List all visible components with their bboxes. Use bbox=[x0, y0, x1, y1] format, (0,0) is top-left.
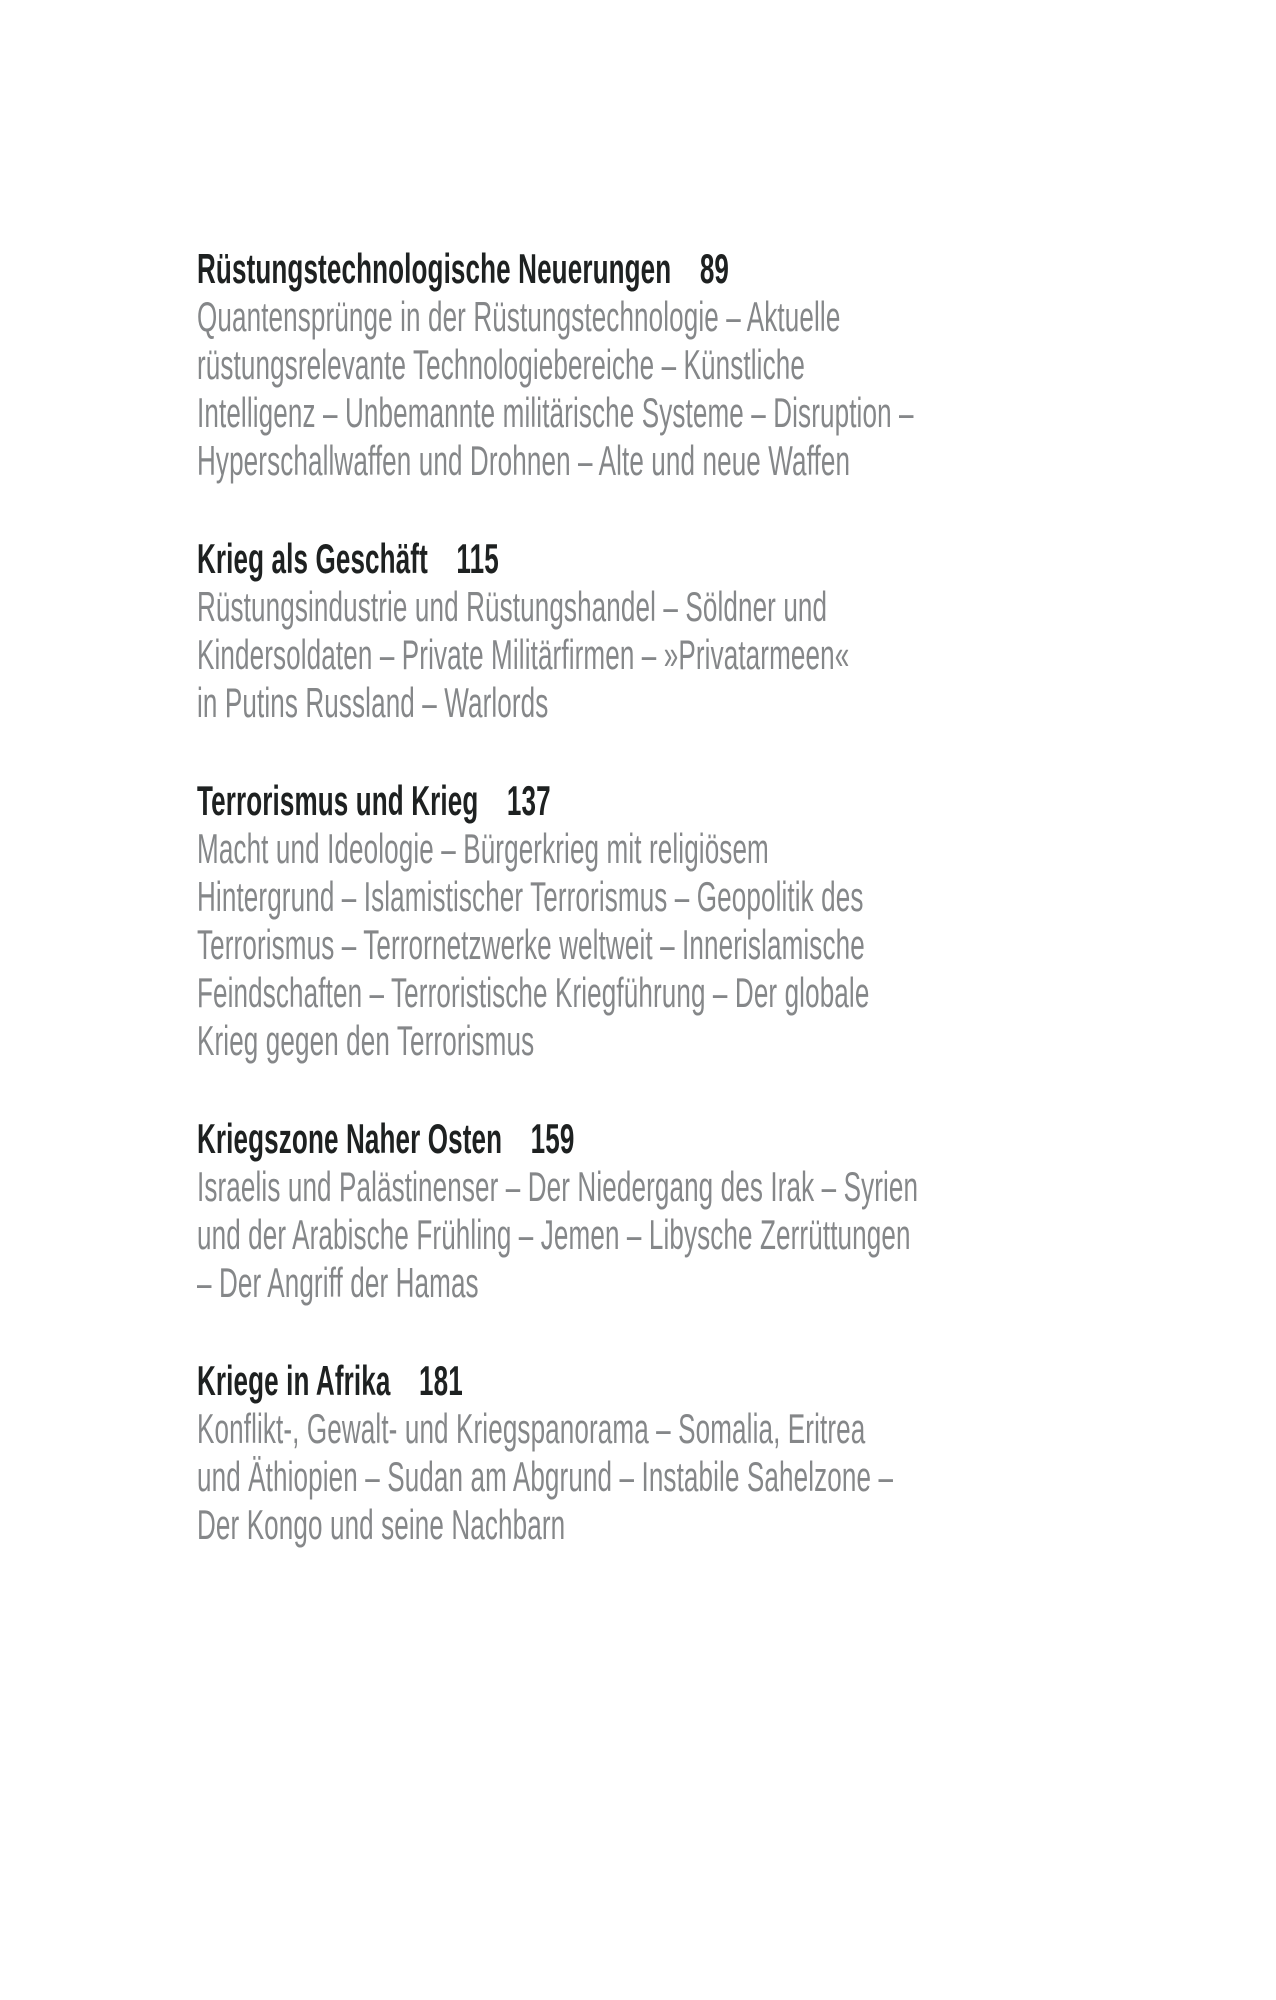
subtopic-line bbox=[197, 1453, 1097, 1501]
subtopic-line bbox=[197, 389, 1097, 437]
toc-entry-heading bbox=[197, 535, 1097, 583]
subtopic-line bbox=[197, 825, 1097, 873]
toc-entry bbox=[197, 1115, 1097, 1307]
toc-entry-heading bbox=[197, 1115, 1097, 1163]
toc-entry-heading bbox=[197, 777, 1097, 825]
subtopic-line bbox=[197, 583, 1097, 631]
chapter-subtopics bbox=[197, 825, 1097, 1065]
subtopic-line-text: Israelis und Palästinenser – Der Niedergang des Irak – Syrien bbox=[197, 1163, 919, 1210]
chapter-page-number: 115 bbox=[456, 535, 499, 582]
subtopic-line-text: Terrorismus – Terrornetzwerke weltweit – Innerislamische bbox=[197, 921, 865, 968]
toc-entry-heading bbox=[197, 1357, 1097, 1405]
subtopic-line-text: Krieg gegen den Terrorismus bbox=[197, 1017, 535, 1064]
toc-entry bbox=[197, 535, 1097, 727]
subtopic-line-text: und Äthiopien – Sudan am Abgrund – Instabile Sahelzone – bbox=[197, 1453, 894, 1500]
subtopic-line-text: Feindschaften – Terroristische Kriegführung – Der globale bbox=[197, 969, 870, 1016]
chapter-title: Kriege in Afrika bbox=[197, 1357, 391, 1404]
subtopic-line bbox=[197, 1163, 1097, 1211]
subtopic-line bbox=[197, 293, 1097, 341]
chapter-subtopics bbox=[197, 293, 1097, 485]
subtopic-line bbox=[197, 1405, 1097, 1453]
toc-entry bbox=[197, 1357, 1097, 1549]
toc-entry bbox=[197, 245, 1097, 485]
subtopic-line-text: – Der Angriff der Hamas bbox=[197, 1259, 479, 1306]
chapter-title: Terrorismus und Krieg bbox=[197, 777, 479, 824]
chapter-title: Rüstungstechnologische Neuerungen bbox=[197, 245, 672, 292]
subtopic-line bbox=[197, 1259, 1097, 1307]
table-of-contents bbox=[197, 245, 1097, 1549]
chapter-subtopics bbox=[197, 1163, 1097, 1307]
subtopic-line-text: in Putins Russland – Warlords bbox=[197, 679, 549, 726]
subtopic-line bbox=[197, 437, 1097, 485]
subtopic-line-text: und der Arabische Frühling – Jemen – Libysche Zerrüttungen bbox=[197, 1211, 911, 1258]
chapter-page-number: 137 bbox=[506, 777, 551, 824]
subtopic-line bbox=[197, 921, 1097, 969]
subtopic-line bbox=[197, 341, 1097, 389]
toc-entry-heading bbox=[197, 245, 1097, 293]
subtopic-line bbox=[197, 969, 1097, 1017]
subtopic-line-text: Intelligenz – Unbemannte militärische Systeme – Disruption – bbox=[197, 389, 914, 436]
subtopic-line bbox=[197, 873, 1097, 921]
subtopic-line bbox=[197, 1501, 1097, 1549]
subtopic-line-text: Der Kongo und seine Nachbarn bbox=[197, 1501, 566, 1548]
chapter-page-number: 181 bbox=[419, 1357, 463, 1404]
chapter-subtopics bbox=[197, 1405, 1097, 1549]
subtopic-line-text: Macht und Ideologie – Bürgerkrieg mit religiösem bbox=[197, 825, 769, 872]
toc-entry bbox=[197, 777, 1097, 1065]
subtopic-line-text: Rüstungsindustrie und Rüstungshandel – Söldner und bbox=[197, 583, 828, 630]
subtopic-line bbox=[197, 631, 1097, 679]
subtopic-line-text: Quantensprünge in der Rüstungstechnologie – Aktuelle bbox=[197, 293, 841, 340]
chapter-title: Kriegszone Naher Osten bbox=[197, 1115, 503, 1162]
subtopic-line bbox=[197, 1017, 1097, 1065]
subtopic-line-text: rüstungsrelevante Technologiebereiche – Künstliche bbox=[197, 341, 805, 388]
subtopic-line-text: Kindersoldaten – Private Militärfirmen – »Privatarmeen« bbox=[197, 631, 850, 678]
chapter-page-number: 159 bbox=[530, 1115, 575, 1162]
subtopic-line bbox=[197, 679, 1097, 727]
subtopic-line bbox=[197, 1211, 1097, 1259]
subtopic-line-text: Hyperschallwaffen und Drohnen – Alte und neue Waffen bbox=[197, 437, 851, 484]
chapter-title: Krieg als Geschäft bbox=[197, 535, 428, 582]
subtopic-line-text: Konflikt-, Gewalt- und Kriegspanorama – Somalia, Eritrea bbox=[197, 1405, 866, 1452]
chapter-subtopics bbox=[197, 583, 1097, 727]
chapter-page-number: 89 bbox=[699, 245, 730, 292]
subtopic-line-text: Hintergrund – Islamistischer Terrorismus – Geopolitik des bbox=[197, 873, 864, 920]
